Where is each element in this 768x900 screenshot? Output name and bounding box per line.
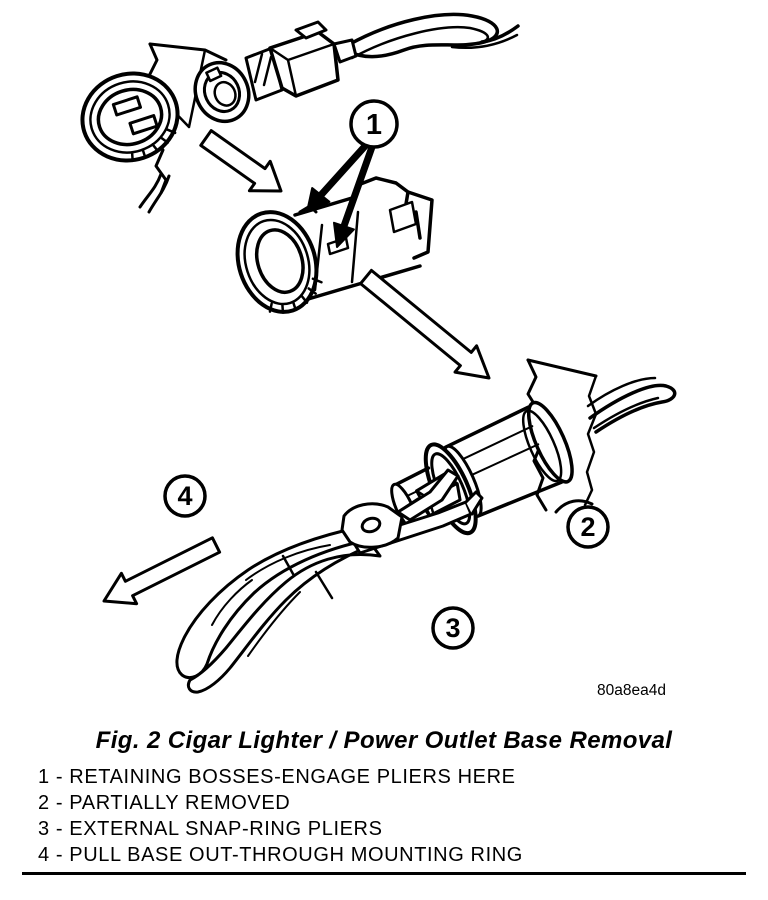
motion-arrow-1: [201, 131, 281, 191]
legend-item-4: 4 - PULL BASE OUT-THROUGH MOUNTING RING: [38, 844, 523, 866]
connector-top: [246, 22, 356, 100]
legend-item-1: 1 - RETAINING BOSSES-ENGAGE PLIERS HERE: [38, 766, 516, 788]
wire-harness-bottom: [588, 378, 675, 432]
bottom-divider: [22, 872, 746, 875]
callout-3: [433, 608, 473, 648]
figure-legend: [38, 764, 768, 868]
callout-1: [307, 101, 397, 247]
figure-caption: Fig. 2 Cigar Lighter / Power Outlet Base Removal: [95, 727, 673, 754]
callout-1-label: 1: [365, 109, 383, 141]
callout-4-label: 4: [177, 481, 193, 511]
mounting-ring: [71, 61, 189, 172]
snap-ring-pliers: [177, 470, 482, 692]
base-flange: [225, 202, 329, 322]
legend-item-2: 2 - PARTIALLY REMOVED: [38, 792, 291, 814]
figure-code: 80a8ea4d: [597, 682, 666, 699]
legend-item-3: 3 - EXTERNAL SNAP-RING PLIERS: [38, 818, 383, 840]
callout-2: [568, 507, 608, 547]
pull-direction-arrow: [104, 538, 220, 604]
motion-arrow-2: [361, 270, 489, 378]
wire-harness-top: [350, 14, 518, 58]
callout-4: [165, 476, 205, 516]
callout-3-label: 3: [445, 613, 461, 643]
callout-2-label: 2: [580, 512, 596, 542]
